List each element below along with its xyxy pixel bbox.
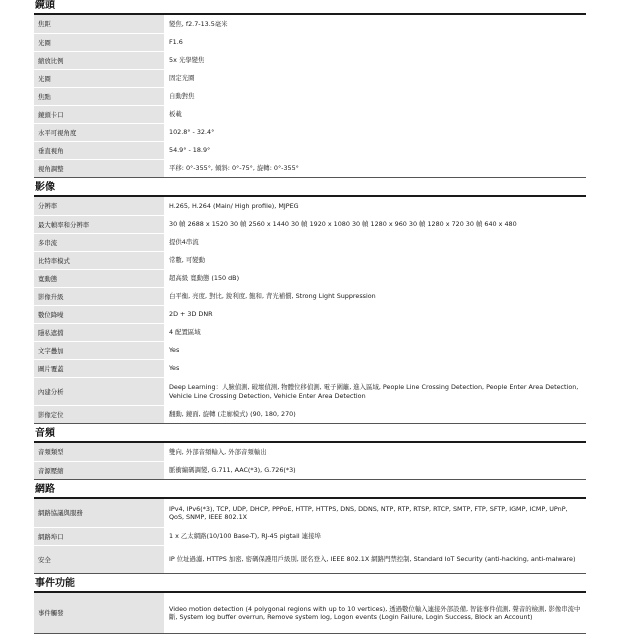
spec-label: 垂直視角 — [34, 142, 164, 159]
spec-value-text: 2D + 3D DNR — [169, 310, 213, 319]
spec-value-text: Yes — [169, 364, 180, 373]
spec-value — [164, 70, 586, 87]
spec-value — [164, 197, 586, 215]
spec-value-text: F1.6 — [169, 38, 183, 47]
spec-row — [34, 269, 586, 287]
spec-label: 光圈 — [34, 34, 164, 51]
spec-table — [34, 197, 586, 424]
spec-value — [164, 15, 586, 33]
spec-label: 縮放比例 — [34, 52, 164, 69]
spec-label: 圖片覆蓋 — [34, 360, 164, 377]
spec-label: 分辨率 — [34, 197, 164, 215]
spec-value — [164, 270, 586, 287]
spec-value — [164, 342, 586, 359]
spec-value — [164, 406, 586, 423]
spec-row — [34, 305, 586, 323]
spec-value-text: 5x 光學變焦 — [169, 56, 205, 65]
spec-value-text: 雙向, 外部音頻輸入, 外部音頻輸出 — [169, 447, 267, 456]
spec-label: 影像定位 — [34, 406, 164, 423]
spec-row — [34, 197, 586, 215]
spec-label: 比特率模式 — [34, 252, 164, 269]
spec-value-text: 超高級 寬動態 (150 dB) — [169, 274, 240, 283]
spec-label: 最大幀率和分辨率 — [34, 216, 164, 233]
spec-row — [34, 123, 586, 141]
spec-label: 內建分析 — [34, 378, 164, 405]
spec-row — [34, 51, 586, 69]
spec-value-text: IP 位址過濾, HTTPS 加密, 密碼保護用戶級別, 匿名登入, IEEE 802.1X 網路門禁控制, Standard IoT Security (anti-hacking, anti-malware) — [169, 555, 576, 564]
spec-value-text: Video motion detection (4 polygonal regions with up to 10 vertices), 透過數位輸入連接外部設備, 智能事件偵測, 聲音的檢測, 影像串流中斷, System log buffer overrun, Remove system log, Logon events (Login Failure, Login Success, Block an Account) — [169, 604, 581, 621]
spec-value-text: IPv4, IPv6(*3), TCP, UDP, DHCP, PPPoE, HTTP, HTTPS, DNS, DDNS, NTP, RTP, RTSP, RTCP, SMTP, FTP, SFTP, IGMP, ICMP, UPnP, QoS, SNMP, IEEE 802.1X — [169, 504, 568, 521]
spec-value-text: 提供4串流 — [169, 238, 199, 247]
spec-label: 安全 — [34, 546, 164, 573]
spec-value-text: 常數, 可變動 — [169, 256, 206, 265]
spec-label: 文字疊加 — [34, 342, 164, 359]
spec-value — [164, 124, 586, 141]
section-title: 影像 — [35, 182, 55, 193]
spec-row — [34, 499, 586, 527]
spec-row — [34, 405, 586, 423]
spec-sheet — [34, 0, 586, 637]
spec-label: 水平可視角度 — [34, 124, 164, 141]
spec-value-text: 固定光圈 — [169, 74, 195, 83]
spec-value-text: 4 配置區域 — [169, 328, 201, 337]
spec-value — [164, 378, 586, 405]
spec-label: 音頻類型 — [34, 443, 164, 461]
spec-label: 光圈 — [34, 70, 164, 87]
spec-value-text: 54.9° - 18.9° — [169, 146, 211, 155]
spec-value-text: 平移: 0°-355°, 傾斜: 0°-75°, 旋轉: 0°-355° — [169, 164, 299, 173]
spec-value — [164, 52, 586, 69]
spec-value — [164, 443, 586, 461]
spec-label: 影像升級 — [34, 288, 164, 305]
spec-label: 網路埠口 — [34, 528, 164, 545]
spec-row — [34, 141, 586, 159]
spec-value-text: 翻動, 鏡面, 旋轉 (走廊模式) (90, 180, 270) — [169, 410, 296, 419]
spec-value — [164, 324, 586, 341]
spec-label: 多串流 — [34, 234, 164, 251]
spec-value — [164, 360, 586, 377]
spec-value — [164, 499, 586, 527]
spec-row — [34, 69, 586, 87]
spec-table — [34, 15, 586, 178]
spec-row — [34, 233, 586, 251]
spec-row — [34, 33, 586, 51]
spec-value — [164, 306, 586, 323]
spec-row — [34, 215, 586, 233]
spec-value-text: 脈衝編碼調變, G.711, AAC(*3), G.726(*3) — [169, 466, 296, 475]
spec-label: 鏡頭卡口 — [34, 106, 164, 123]
spec-value — [164, 160, 586, 177]
spec-row — [34, 545, 586, 573]
spec-value — [164, 252, 586, 269]
spec-value — [164, 462, 586, 479]
spec-label: 數位降噪 — [34, 306, 164, 323]
spec-label: 音源壓縮 — [34, 462, 164, 479]
spec-value — [164, 546, 586, 573]
spec-row — [34, 105, 586, 123]
spec-value — [164, 88, 586, 105]
spec-value-text: 白平衡, 亮度, 對比, 銳利度, 飽和, 背光補償, Strong Light Suppression — [169, 292, 376, 301]
spec-value-text: Yes — [169, 346, 180, 355]
spec-value — [164, 288, 586, 305]
spec-row — [34, 251, 586, 269]
spec-table — [34, 443, 586, 480]
spec-row — [34, 527, 586, 545]
section-title: 事件功能 — [35, 578, 75, 589]
spec-table — [34, 499, 586, 574]
spec-row — [34, 159, 586, 177]
spec-label: 網路協議與服務 — [34, 499, 164, 527]
spec-table — [34, 593, 586, 634]
spec-row — [34, 341, 586, 359]
spec-value — [164, 142, 586, 159]
spec-value-text: H.265, H.264 (Main/ High profile), MJPEG — [169, 201, 299, 210]
spec-value — [164, 216, 586, 233]
spec-value-text: 30 幀 2688 x 1520 30 幀 2560 x 1440 30 幀 1920 x 1080 30 幀 1280 x 960 30 幀 1280 x 720 30 幀 640 x 480 — [169, 220, 517, 229]
spec-row — [34, 15, 586, 33]
spec-row — [34, 461, 586, 479]
spec-value-text: 自動對焦 — [169, 92, 195, 101]
spec-label: 寬動態 — [34, 270, 164, 287]
spec-value-text: Deep Learning：人臉偵測, 破壞偵測, 物體位移偵測, 電子圍籬, 進入區域, People Line Crossing Detection, People Enter Area Detection, Vehicle Line Crossing Detection, Vehicle Enter Area Detection — [169, 383, 579, 400]
spec-value — [164, 106, 586, 123]
spec-value-text: 變焦, f2.7-13.5毫米 — [169, 19, 228, 28]
spec-row — [34, 323, 586, 341]
spec-label: 事件觸發 — [34, 593, 164, 633]
spec-row — [34, 287, 586, 305]
spec-row — [34, 87, 586, 105]
spec-value — [164, 34, 586, 51]
section-title: 音頻 — [35, 428, 55, 439]
spec-value — [164, 528, 586, 545]
spec-row — [34, 377, 586, 405]
spec-label: 焦距 — [34, 15, 164, 33]
section-title: 鏡頭 — [35, 0, 55, 11]
spec-label: 焦點 — [34, 88, 164, 105]
spec-value — [164, 593, 586, 633]
spec-value-text: 板載 — [169, 110, 182, 119]
spec-label: 隱私遮擋 — [34, 324, 164, 341]
spec-value-text: 102.8° - 32.4° — [169, 128, 215, 137]
spec-label: 視角調整 — [34, 160, 164, 177]
spec-row — [34, 593, 586, 633]
spec-row — [34, 443, 586, 461]
spec-value — [164, 234, 586, 251]
spec-row — [34, 359, 586, 377]
spec-value-text: 1 x 乙太網路(10/100 Base-T), RJ-45 pigtail 連接埠 — [169, 532, 321, 541]
section-title: 網路 — [35, 484, 55, 495]
